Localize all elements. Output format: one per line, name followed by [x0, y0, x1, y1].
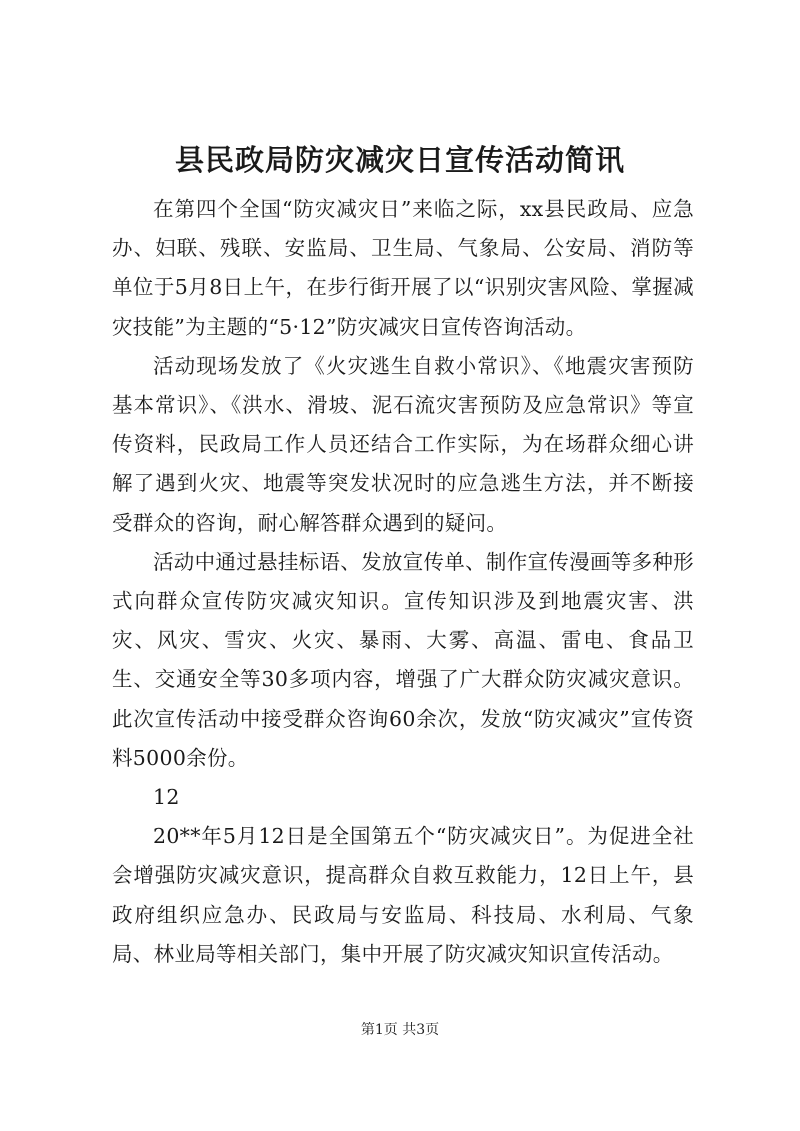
paragraph-4: 12	[153, 785, 180, 810]
paragraph-3: 活动中通过悬挂标语、发放宣传单、制作宣传漫画等多种形式向群众宣传防灾减灾知识。宣传知识涉及到地震灾害、洪灾、风灾、雪灾、火灾、暴雨、大雾、高温、雷电、食品卫生、交通安全等30多项内容，增强了广大群众防灾减灾意识。此次宣传活动中接受群众咨询60余次，发放“防灾减灾”宣传资料5000余份。	[112, 549, 694, 770]
paragraph-2: 活动现场发放了《火灾逃生自救小常识》、《地震灾害预防基本常识》、《洪水、滑坡、泥石流灾害预防及应急常识》等宣传资料，民政局工作人员还结合工作实际，为在场群众细心讲解了遇到火灾、地震等突发状况时的应急逃生方法，并不断接受群众的咨询，耐心解答群众遇到的疑问。	[112, 353, 694, 535]
page-footer	[0, 1020, 800, 1040]
page-number-label: 第1页 共3页	[360, 1022, 440, 1038]
paragraph-1: 在第四个全国“防灾减灾日”来临之际，xx县民政局、应急办、妇联、残联、安监局、卫生局、气象局、公安局、消防等单位于5月8日上午，在步行街开展了以“识别灾害风险、掌握减灾技能”为主题的“5·12”防灾减灾日宣传咨询活动。	[112, 197, 694, 339]
paragraph-5: 20**年5月12日是全国第五个“防灾减灾日”。为促进全社会增强防灾减灾意识，提高群众自救互救能力，12日上午，县政府组织应急办、民政局与安监局、科技局、水利局、气象局、林业局等相关部门，集中开展了防灾减灾知识宣传活动。	[112, 824, 694, 966]
document-body	[112, 190, 694, 974]
document-title: 县民政局防灾减灾日宣传活动简讯	[174, 143, 625, 177]
